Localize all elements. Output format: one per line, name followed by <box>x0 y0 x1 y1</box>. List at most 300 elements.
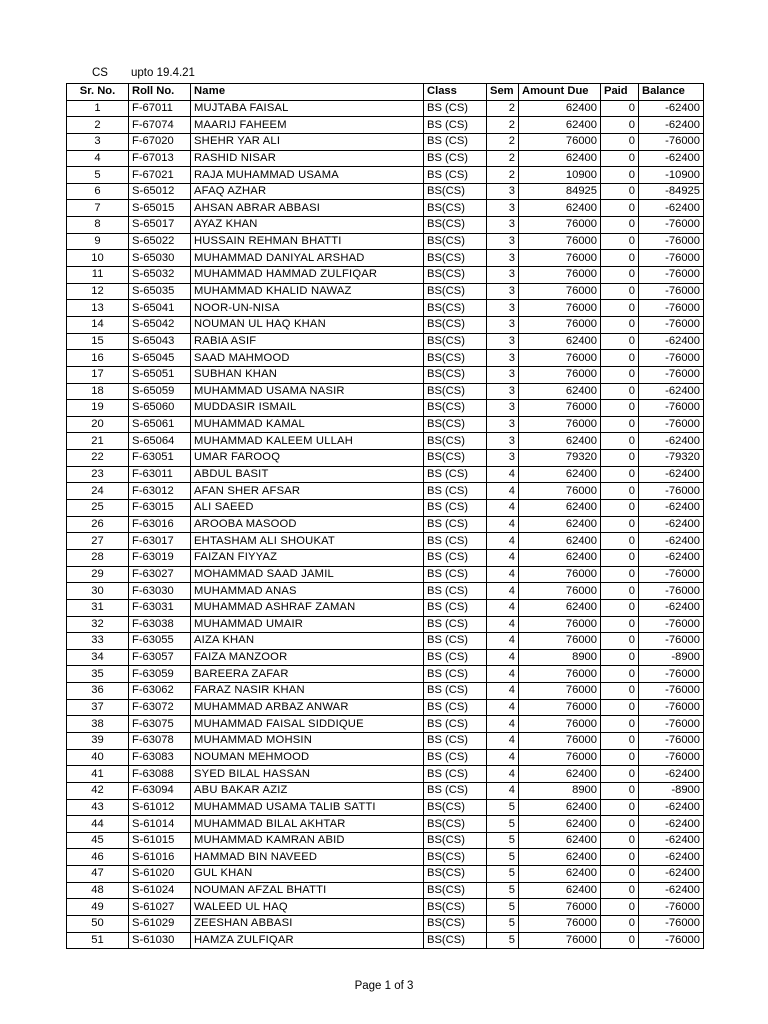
sr-no-cell: 33 <box>67 633 129 650</box>
roll-no-cell: S-65032 <box>129 267 191 284</box>
roll-no-cell: F-63012 <box>129 483 191 500</box>
class-cell: BS(CS) <box>424 849 487 866</box>
sem-cell: 3 <box>487 450 519 467</box>
class-cell: BS(CS) <box>424 866 487 883</box>
class-cell: BS(CS) <box>424 799 487 816</box>
amount-due-cell: 62400 <box>519 383 601 400</box>
paid-cell: 0 <box>601 782 639 799</box>
sr-no-cell: 2 <box>67 117 129 134</box>
amount-due-cell: 76000 <box>519 416 601 433</box>
class-cell: BS (CS) <box>424 766 487 783</box>
name-cell: ZEESHAN ABBASI <box>191 916 424 933</box>
sem-cell: 4 <box>487 583 519 600</box>
name-cell: NOUMAN UL HAQ KHAN <box>191 316 424 333</box>
class-cell: BS(CS) <box>424 383 487 400</box>
paid-cell: 0 <box>601 350 639 367</box>
amount-due-cell: 76000 <box>519 366 601 383</box>
balance-cell: -76000 <box>639 316 704 333</box>
roll-no-cell: F-63015 <box>129 500 191 517</box>
table-row <box>67 250 704 267</box>
roll-no-cell: F-63062 <box>129 683 191 700</box>
name-cell: RAJA MUHAMMAD USAMA <box>191 167 424 184</box>
table-row <box>67 416 704 433</box>
table-row <box>67 516 704 533</box>
amount-due-cell: 8900 <box>519 782 601 799</box>
sem-cell: 4 <box>487 649 519 666</box>
roll-no-cell: F-63011 <box>129 466 191 483</box>
name-cell: MUHAMMAD USAMA TALIB SATTI <box>191 799 424 816</box>
class-cell: BS(CS) <box>424 832 487 849</box>
amount-due-cell: 76000 <box>519 233 601 250</box>
sr-no-cell: 25 <box>67 500 129 517</box>
paid-cell: 0 <box>601 183 639 200</box>
table-body <box>67 100 704 949</box>
name-cell: MAARIJ FAHEEM <box>191 117 424 134</box>
sr-no-cell: 12 <box>67 283 129 300</box>
sem-cell: 5 <box>487 866 519 883</box>
balance-cell: -76000 <box>639 566 704 583</box>
roll-no-cell: F-63027 <box>129 566 191 583</box>
roll-no-cell: F-67011 <box>129 100 191 117</box>
sem-cell: 3 <box>487 400 519 417</box>
name-cell: SYED BILAL HASSAN <box>191 766 424 783</box>
paid-cell: 0 <box>601 333 639 350</box>
roll-no-cell: S-65045 <box>129 350 191 367</box>
balance-cell: -62400 <box>639 433 704 450</box>
name-cell: AFAQ AZHAR <box>191 183 424 200</box>
paid-cell: 0 <box>601 932 639 949</box>
name-cell: EHTASHAM ALI SHOUKAT <box>191 533 424 550</box>
paid-cell: 0 <box>601 400 639 417</box>
sem-cell: 3 <box>487 350 519 367</box>
table-row <box>67 183 704 200</box>
class-cell: BS (CS) <box>424 782 487 799</box>
table-row <box>67 882 704 899</box>
class-cell: BS(CS) <box>424 816 487 833</box>
table-row <box>67 749 704 766</box>
balance-cell: -62400 <box>639 466 704 483</box>
date-label: upto 19.4.21 <box>131 67 195 79</box>
balance-cell: -62400 <box>639 516 704 533</box>
class-cell: BS (CS) <box>424 633 487 650</box>
table-row <box>67 832 704 849</box>
paid-cell: 0 <box>601 117 639 134</box>
paid-cell: 0 <box>601 200 639 217</box>
balance-cell: -62400 <box>639 150 704 167</box>
class-cell: BS(CS) <box>424 433 487 450</box>
sem-cell: 3 <box>487 200 519 217</box>
sem-cell: 2 <box>487 167 519 184</box>
sheet-header <box>66 66 703 83</box>
amount-due-cell: 76000 <box>519 732 601 749</box>
sem-cell: 4 <box>487 666 519 683</box>
table-row <box>67 849 704 866</box>
amount-due-cell: 62400 <box>519 516 601 533</box>
sr-no-cell: 32 <box>67 616 129 633</box>
sem-cell: 3 <box>487 183 519 200</box>
sr-no-cell: 44 <box>67 816 129 833</box>
sr-no-cell: 10 <box>67 250 129 267</box>
sr-no-cell: 9 <box>67 233 129 250</box>
balance-cell: -62400 <box>639 766 704 783</box>
balance-cell: -76000 <box>639 932 704 949</box>
table-row <box>67 716 704 733</box>
paid-cell: 0 <box>601 882 639 899</box>
balance-cell: -79320 <box>639 450 704 467</box>
roll-no-cell: F-63055 <box>129 633 191 650</box>
table-row <box>67 916 704 933</box>
amount-due-cell: 62400 <box>519 766 601 783</box>
amount-due-cell: 76000 <box>519 683 601 700</box>
sr-no-cell: 13 <box>67 300 129 317</box>
amount-due-cell: 76000 <box>519 899 601 916</box>
roll-no-cell: S-65035 <box>129 283 191 300</box>
name-cell: HUSSAIN REHMAN BHATTI <box>191 233 424 250</box>
class-cell: BS (CS) <box>424 749 487 766</box>
balance-cell: -62400 <box>639 799 704 816</box>
name-cell: WALEED UL HAQ <box>191 899 424 916</box>
class-cell: BS (CS) <box>424 683 487 700</box>
paid-cell: 0 <box>601 316 639 333</box>
table-row <box>67 366 704 383</box>
amount-due-cell: 62400 <box>519 100 601 117</box>
balance-cell: -62400 <box>639 849 704 866</box>
balance-cell: -76000 <box>639 666 704 683</box>
paid-cell: 0 <box>601 167 639 184</box>
sr-no-cell: 17 <box>67 366 129 383</box>
roll-no-cell: S-65015 <box>129 200 191 217</box>
table-row <box>67 599 704 616</box>
paid-cell: 0 <box>601 766 639 783</box>
roll-no-cell: S-65012 <box>129 183 191 200</box>
table-row <box>67 500 704 517</box>
sr-no-cell: 50 <box>67 916 129 933</box>
table-row <box>67 267 704 284</box>
paid-cell: 0 <box>601 633 639 650</box>
class-cell: BS (CS) <box>424 117 487 134</box>
balance-cell: -62400 <box>639 599 704 616</box>
amount-due-cell: 76000 <box>519 633 601 650</box>
paid-cell: 0 <box>601 300 639 317</box>
paid-cell: 0 <box>601 217 639 234</box>
table-row <box>67 649 704 666</box>
amount-due-cell: 76000 <box>519 267 601 284</box>
balance-cell: -76000 <box>639 267 704 284</box>
amount-due-cell: 62400 <box>519 433 601 450</box>
roll-no-cell: S-65060 <box>129 400 191 417</box>
class-cell: BS(CS) <box>424 882 487 899</box>
roll-no-cell: S-61024 <box>129 882 191 899</box>
roll-no-cell: F-63059 <box>129 666 191 683</box>
class-cell: BS(CS) <box>424 400 487 417</box>
roll-no-cell: S-61030 <box>129 932 191 949</box>
sr-no-cell: 5 <box>67 167 129 184</box>
table-row <box>67 283 704 300</box>
sr-no-cell: 11 <box>67 267 129 284</box>
paid-cell: 0 <box>601 133 639 150</box>
sr-no-cell: 38 <box>67 716 129 733</box>
sr-no-cell: 45 <box>67 832 129 849</box>
sr-no-cell: 8 <box>67 217 129 234</box>
balance-cell: -76000 <box>639 616 704 633</box>
class-cell: BS(CS) <box>424 250 487 267</box>
paid-cell: 0 <box>601 150 639 167</box>
amount-due-cell: 62400 <box>519 333 601 350</box>
balance-cell: -62400 <box>639 882 704 899</box>
balance-cell: -76000 <box>639 683 704 700</box>
balance-cell: -62400 <box>639 117 704 134</box>
sr-no-cell: 47 <box>67 866 129 883</box>
amount-due-cell: 76000 <box>519 217 601 234</box>
roll-no-cell: F-63078 <box>129 732 191 749</box>
paid-cell: 0 <box>601 599 639 616</box>
class-cell: BS(CS) <box>424 267 487 284</box>
class-cell: BS(CS) <box>424 233 487 250</box>
name-cell: MUHAMMAD KAMAL <box>191 416 424 433</box>
table-row <box>67 150 704 167</box>
name-cell: AROOBA MASOOD <box>191 516 424 533</box>
roll-no-cell: F-63072 <box>129 699 191 716</box>
sem-cell: 3 <box>487 383 519 400</box>
paid-cell: 0 <box>601 533 639 550</box>
sr-no-cell: 23 <box>67 466 129 483</box>
sem-cell: 2 <box>487 133 519 150</box>
name-cell: NOUMAN MEHMOOD <box>191 749 424 766</box>
sem-cell: 3 <box>487 333 519 350</box>
name-cell: RABIA ASIF <box>191 333 424 350</box>
name-cell: AFAN SHER AFSAR <box>191 483 424 500</box>
amount-due-cell: 76000 <box>519 483 601 500</box>
sr-no-cell: 43 <box>67 799 129 816</box>
sem-cell: 3 <box>487 316 519 333</box>
name-cell: HAMMAD BIN NAVEED <box>191 849 424 866</box>
amount-due-cell: 76000 <box>519 749 601 766</box>
sem-cell: 4 <box>487 566 519 583</box>
roll-no-cell: F-63017 <box>129 533 191 550</box>
table-row <box>67 333 704 350</box>
sem-cell: 4 <box>487 732 519 749</box>
name-cell: BAREERA ZAFAR <box>191 666 424 683</box>
name-cell: NOOR-UN-NISA <box>191 300 424 317</box>
paid-cell: 0 <box>601 383 639 400</box>
sr-no-cell: 40 <box>67 749 129 766</box>
sem-cell: 4 <box>487 549 519 566</box>
balance-cell: -62400 <box>639 200 704 217</box>
sr-no-cell: 19 <box>67 400 129 417</box>
amount-due-cell: 76000 <box>519 699 601 716</box>
class-cell: BS(CS) <box>424 300 487 317</box>
sem-cell: 4 <box>487 483 519 500</box>
amount-due-cell: 62400 <box>519 799 601 816</box>
roll-no-cell: F-63088 <box>129 766 191 783</box>
col-header-sem: Sem <box>487 84 519 101</box>
amount-due-cell: 62400 <box>519 150 601 167</box>
balance-cell: -8900 <box>639 782 704 799</box>
name-cell: ALI SAEED <box>191 500 424 517</box>
amount-due-cell: 62400 <box>519 816 601 833</box>
table-row <box>67 782 704 799</box>
sem-cell: 4 <box>487 699 519 716</box>
roll-no-cell: F-63019 <box>129 549 191 566</box>
amount-due-cell: 76000 <box>519 616 601 633</box>
roll-no-cell: S-65022 <box>129 233 191 250</box>
class-cell: BS(CS) <box>424 932 487 949</box>
table-row <box>67 866 704 883</box>
name-cell: MUHAMMAD ANAS <box>191 583 424 600</box>
col-header-class: Class <box>424 84 487 101</box>
class-cell: BS (CS) <box>424 533 487 550</box>
amount-due-cell: 62400 <box>519 200 601 217</box>
paid-cell: 0 <box>601 616 639 633</box>
sem-cell: 4 <box>487 616 519 633</box>
roll-no-cell: F-63016 <box>129 516 191 533</box>
paid-cell: 0 <box>601 100 639 117</box>
sr-no-cell: 21 <box>67 433 129 450</box>
name-cell: FAIZAN FIYYAZ <box>191 549 424 566</box>
sr-no-cell: 20 <box>67 416 129 433</box>
class-cell: BS (CS) <box>424 100 487 117</box>
balance-cell: -76000 <box>639 250 704 267</box>
paid-cell: 0 <box>601 267 639 284</box>
fee-table <box>66 83 704 949</box>
sr-no-cell: 49 <box>67 899 129 916</box>
roll-no-cell: S-65059 <box>129 383 191 400</box>
table-row <box>67 383 704 400</box>
table-row <box>67 616 704 633</box>
sem-cell: 5 <box>487 932 519 949</box>
amount-due-cell: 76000 <box>519 566 601 583</box>
balance-cell: -62400 <box>639 816 704 833</box>
sr-no-cell: 6 <box>67 183 129 200</box>
roll-no-cell: F-67074 <box>129 117 191 134</box>
sem-cell: 3 <box>487 217 519 234</box>
sr-no-cell: 31 <box>67 599 129 616</box>
balance-cell: -76000 <box>639 633 704 650</box>
paid-cell: 0 <box>601 566 639 583</box>
sr-no-cell: 30 <box>67 583 129 600</box>
table-row <box>67 316 704 333</box>
paid-cell: 0 <box>601 683 639 700</box>
department-label: CS <box>92 67 108 79</box>
name-cell: MOHAMMAD SAAD JAMIL <box>191 566 424 583</box>
balance-cell: -76000 <box>639 133 704 150</box>
sem-cell: 5 <box>487 816 519 833</box>
name-cell: NOUMAN AFZAL BHATTI <box>191 882 424 899</box>
sr-no-cell: 24 <box>67 483 129 500</box>
sem-cell: 4 <box>487 466 519 483</box>
amount-due-cell: 62400 <box>519 117 601 134</box>
name-cell: FAIZA MANZOOR <box>191 649 424 666</box>
paid-cell: 0 <box>601 732 639 749</box>
class-cell: BS (CS) <box>424 566 487 583</box>
col-header-amount-due: Amount Due <box>519 84 601 101</box>
name-cell: AYAZ KHAN <box>191 217 424 234</box>
name-cell: MUHAMMAD KHALID NAWAZ <box>191 283 424 300</box>
class-cell: BS (CS) <box>424 549 487 566</box>
sem-cell: 3 <box>487 250 519 267</box>
sr-no-cell: 26 <box>67 516 129 533</box>
amount-due-cell: 62400 <box>519 882 601 899</box>
paid-cell: 0 <box>601 849 639 866</box>
class-cell: BS (CS) <box>424 583 487 600</box>
sem-cell: 5 <box>487 899 519 916</box>
roll-no-cell: F-63057 <box>129 649 191 666</box>
paid-cell: 0 <box>601 416 639 433</box>
name-cell: MUHAMMAD ASHRAF ZAMAN <box>191 599 424 616</box>
paid-cell: 0 <box>601 583 639 600</box>
paid-cell: 0 <box>601 233 639 250</box>
balance-cell: -76000 <box>639 916 704 933</box>
col-header-roll-no: Roll No. <box>129 84 191 101</box>
sem-cell: 4 <box>487 683 519 700</box>
table-row <box>67 566 704 583</box>
roll-no-cell: F-63031 <box>129 599 191 616</box>
sem-cell: 4 <box>487 500 519 517</box>
balance-cell: -76000 <box>639 716 704 733</box>
sr-no-cell: 16 <box>67 350 129 367</box>
name-cell: MUHAMMAD DANIYAL ARSHAD <box>191 250 424 267</box>
col-header-balance: Balance <box>639 84 704 101</box>
amount-due-cell: 79320 <box>519 450 601 467</box>
name-cell: FARAZ NASIR KHAN <box>191 683 424 700</box>
table-row <box>67 816 704 833</box>
table-row <box>67 766 704 783</box>
sem-cell: 4 <box>487 599 519 616</box>
sem-cell: 4 <box>487 516 519 533</box>
balance-cell: -76000 <box>639 366 704 383</box>
roll-no-cell: F-63083 <box>129 749 191 766</box>
table-row <box>67 583 704 600</box>
name-cell: MUHAMMAD KAMRAN ABID <box>191 832 424 849</box>
amount-due-cell: 10900 <box>519 167 601 184</box>
table-row <box>67 200 704 217</box>
balance-cell: -62400 <box>639 832 704 849</box>
sem-cell: 4 <box>487 533 519 550</box>
sr-no-cell: 22 <box>67 450 129 467</box>
roll-no-cell: F-67021 <box>129 167 191 184</box>
paid-cell: 0 <box>601 466 639 483</box>
paid-cell: 0 <box>601 832 639 849</box>
amount-due-cell: 8900 <box>519 649 601 666</box>
sr-no-cell: 18 <box>67 383 129 400</box>
balance-cell: -62400 <box>639 333 704 350</box>
balance-cell: -84925 <box>639 183 704 200</box>
roll-no-cell: F-63038 <box>129 616 191 633</box>
class-cell: BS(CS) <box>424 899 487 916</box>
class-cell: BS (CS) <box>424 133 487 150</box>
paid-cell: 0 <box>601 500 639 517</box>
balance-cell: -76000 <box>639 350 704 367</box>
roll-no-cell: S-61027 <box>129 899 191 916</box>
name-cell: ABDUL BASIT <box>191 466 424 483</box>
amount-due-cell: 62400 <box>519 849 601 866</box>
amount-due-cell: 76000 <box>519 300 601 317</box>
class-cell: BS (CS) <box>424 466 487 483</box>
paid-cell: 0 <box>601 916 639 933</box>
amount-due-cell: 76000 <box>519 250 601 267</box>
balance-cell: -76000 <box>639 583 704 600</box>
balance-cell: -76000 <box>639 416 704 433</box>
sem-cell: 3 <box>487 416 519 433</box>
name-cell: AHSAN ABRAR ABBASI <box>191 200 424 217</box>
roll-no-cell: S-65030 <box>129 250 191 267</box>
paid-cell: 0 <box>601 799 639 816</box>
balance-cell: -76000 <box>639 699 704 716</box>
paid-cell: 0 <box>601 899 639 916</box>
table-row <box>67 217 704 234</box>
class-cell: BS (CS) <box>424 616 487 633</box>
name-cell: MUHAMMAD USAMA NASIR <box>191 383 424 400</box>
